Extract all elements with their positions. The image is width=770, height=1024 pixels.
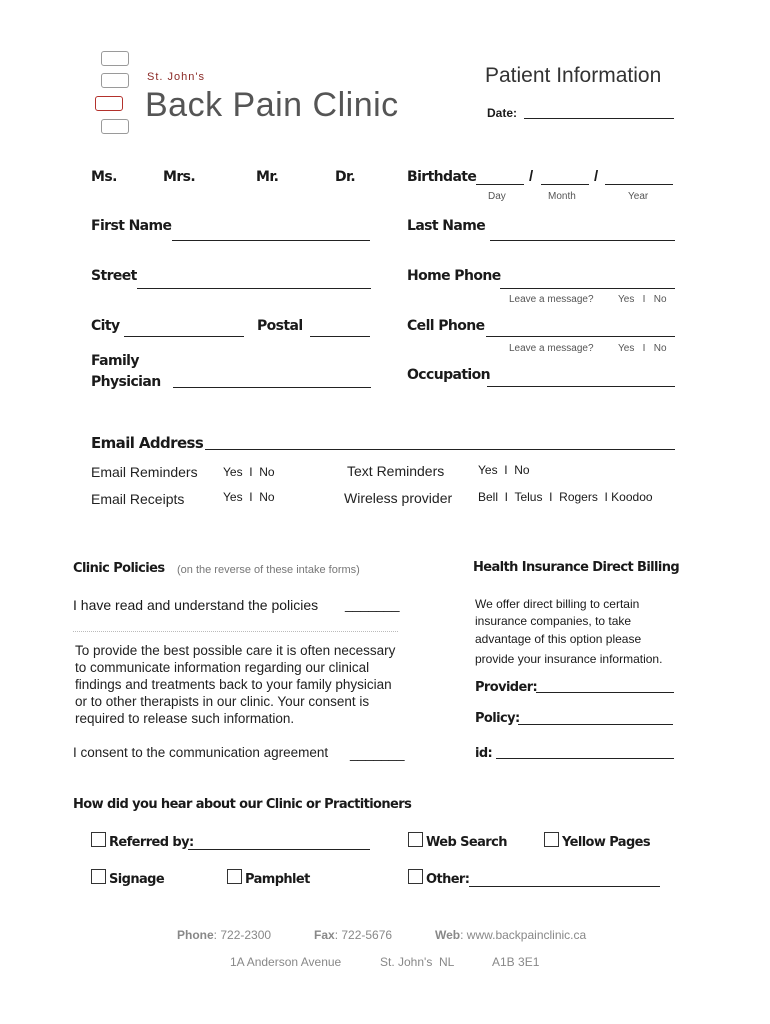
date-label: Date: <box>487 106 518 120</box>
logo-block-icon <box>101 51 129 66</box>
email-receipts-label: Email Receipts <box>91 491 185 507</box>
referred-by-checkbox[interactable] <box>91 832 106 847</box>
birthdate-day-field[interactable] <box>476 184 524 185</box>
policy-label: Policy: <box>475 711 520 726</box>
cell-phone-label: Cell Phone <box>407 318 485 334</box>
insurance-line: advantage of this option please <box>475 632 642 646</box>
footer-phone: : 722-2300 <box>213 928 272 942</box>
salutation-ms[interactable]: Ms. <box>91 169 117 185</box>
web-search-checkbox[interactable] <box>408 832 423 847</box>
birthdate-year-field[interactable] <box>605 184 673 185</box>
insurance-id-field[interactable] <box>496 758 674 759</box>
footer-fax-label: Fax <box>314 928 335 942</box>
logo-name: Back Pain Clinic <box>145 86 399 124</box>
text-reminders-label: Text Reminders <box>347 463 445 479</box>
occupation-label: Occupation <box>407 367 491 383</box>
birthdate-label: Birthdate <box>407 169 477 185</box>
yellow-pages-label: Yellow Pages <box>562 835 651 850</box>
family-physician-label-1: Family <box>91 353 139 369</box>
pamphlet-checkbox[interactable] <box>227 869 242 884</box>
clinic-policies-heading: Clinic Policies <box>73 561 165 576</box>
read-policies-initials[interactable]: _______ <box>345 596 400 612</box>
family-physician-field[interactable] <box>173 387 371 388</box>
first-name-label: First Name <box>91 218 172 234</box>
birthdate-month-field[interactable] <box>541 184 589 185</box>
footer-city: St. John's NL <box>380 955 455 969</box>
birthdate-month-label: Month <box>548 191 576 202</box>
consent-line: to communicate information regarding our clinical <box>75 660 370 675</box>
last-name-field[interactable] <box>490 240 675 241</box>
web-search-label: Web Search <box>426 835 507 850</box>
home-phone-message-options[interactable]: Yes I No <box>618 294 667 305</box>
signage-label: Signage <box>109 872 165 887</box>
family-physician-label-2: Physician <box>91 374 161 390</box>
cell-phone-message-prompt: Leave a message? <box>509 343 594 354</box>
consent-line: or to other therapists in our clinic. Your consent is <box>75 694 370 709</box>
city-field[interactable] <box>124 336 244 337</box>
home-phone-message-prompt: Leave a message? <box>509 294 594 305</box>
insurance-line: provide your insurance information. <box>475 652 663 666</box>
last-name-label: Last Name <box>407 218 486 234</box>
read-policies-statement: I have read and understand the policies <box>73 597 319 613</box>
insurance-heading: Health Insurance Direct Billing <box>473 560 680 575</box>
footer-fax: : 722-5676 <box>334 928 393 942</box>
other-field[interactable] <box>469 886 660 887</box>
cell-phone-field[interactable] <box>486 336 675 337</box>
footer-phone-label: Phone <box>177 928 214 942</box>
home-phone-label: Home Phone <box>407 268 501 284</box>
occupation-field[interactable] <box>487 386 675 387</box>
birthdate-year-label: Year <box>628 191 649 202</box>
consent-line: To provide the best possible care it is often necessary <box>75 643 396 658</box>
cell-phone-message-options[interactable]: Yes I No <box>618 343 667 354</box>
email-reminders-label: Email Reminders <box>91 464 198 480</box>
footer-web-link[interactable]: : www.backpainclinic.ca <box>460 928 587 942</box>
footer-contact <box>177 928 271 942</box>
email-reminders-options[interactable]: Yes I No <box>223 465 275 479</box>
signage-checkbox[interactable] <box>91 869 106 884</box>
consent-line: required to release such information. <box>75 711 295 726</box>
footer-address: 1A Anderson Avenue <box>230 955 342 969</box>
city-label: City <box>91 318 120 334</box>
wireless-provider-options[interactable]: Bell I Telus I Rogers I Koodoo <box>478 490 653 504</box>
salutation-mr[interactable]: Mr. <box>256 169 279 185</box>
policy-field[interactable] <box>518 724 673 725</box>
yellow-pages-checkbox[interactable] <box>544 832 559 847</box>
email-receipts-options[interactable]: Yes I No <box>223 490 275 504</box>
pamphlet-label: Pamphlet <box>245 872 310 887</box>
consent-initials[interactable]: _______ <box>350 745 405 761</box>
other-label: Other: <box>426 872 470 887</box>
insurance-id-label: id: <box>475 746 493 761</box>
wireless-provider-label: Wireless provider <box>344 490 453 506</box>
birthdate-separator: / <box>594 168 599 185</box>
date-field[interactable] <box>524 118 674 119</box>
birthdate-separator: / <box>529 168 534 185</box>
clinic-policies-note: (on the reverse of these intake forms) <box>177 564 360 576</box>
footer-postal: A1B 3E1 <box>492 955 540 969</box>
policy-divider <box>73 631 398 632</box>
text-reminders-options[interactable]: Yes I No <box>478 463 530 477</box>
logo-block-icon <box>101 119 129 134</box>
email-address-label: Email Address <box>91 434 204 452</box>
provider-field[interactable] <box>536 692 674 693</box>
logo-subtitle: St. John's <box>147 71 205 83</box>
home-phone-field[interactable] <box>500 288 675 289</box>
first-name-field[interactable] <box>172 240 370 241</box>
insurance-line: We offer direct billing to certain <box>475 597 640 611</box>
email-address-field[interactable] <box>205 449 675 450</box>
consent-line: findings and treatments back to your family physician <box>75 677 392 692</box>
salutation-mrs[interactable]: Mrs. <box>163 169 196 185</box>
logo-block-icon <box>101 73 129 88</box>
referred-by-field[interactable] <box>188 849 370 850</box>
salutation-dr[interactable]: Dr. <box>335 169 356 185</box>
footer-fax-wrap <box>314 928 392 942</box>
postal-field[interactable] <box>310 336 370 337</box>
footer-web-label: Web <box>435 928 461 942</box>
postal-label: Postal <box>257 318 303 334</box>
footer-web-wrap <box>435 928 586 942</box>
referral-heading: How did you hear about our Clinic or Practitioners <box>73 797 412 812</box>
insurance-line: insurance companies, to take <box>475 614 632 628</box>
logo-block-highlight-icon <box>95 96 123 111</box>
page-title: Patient Information <box>485 64 662 87</box>
birthdate-day-label: Day <box>488 191 506 202</box>
street-label: Street <box>91 268 137 284</box>
street-field[interactable] <box>137 288 371 289</box>
referred-by-label: Referred by: <box>109 835 194 850</box>
consent-statement: I consent to the communication agreement <box>73 745 329 760</box>
provider-label: Provider: <box>475 680 538 695</box>
other-checkbox[interactable] <box>408 869 423 884</box>
